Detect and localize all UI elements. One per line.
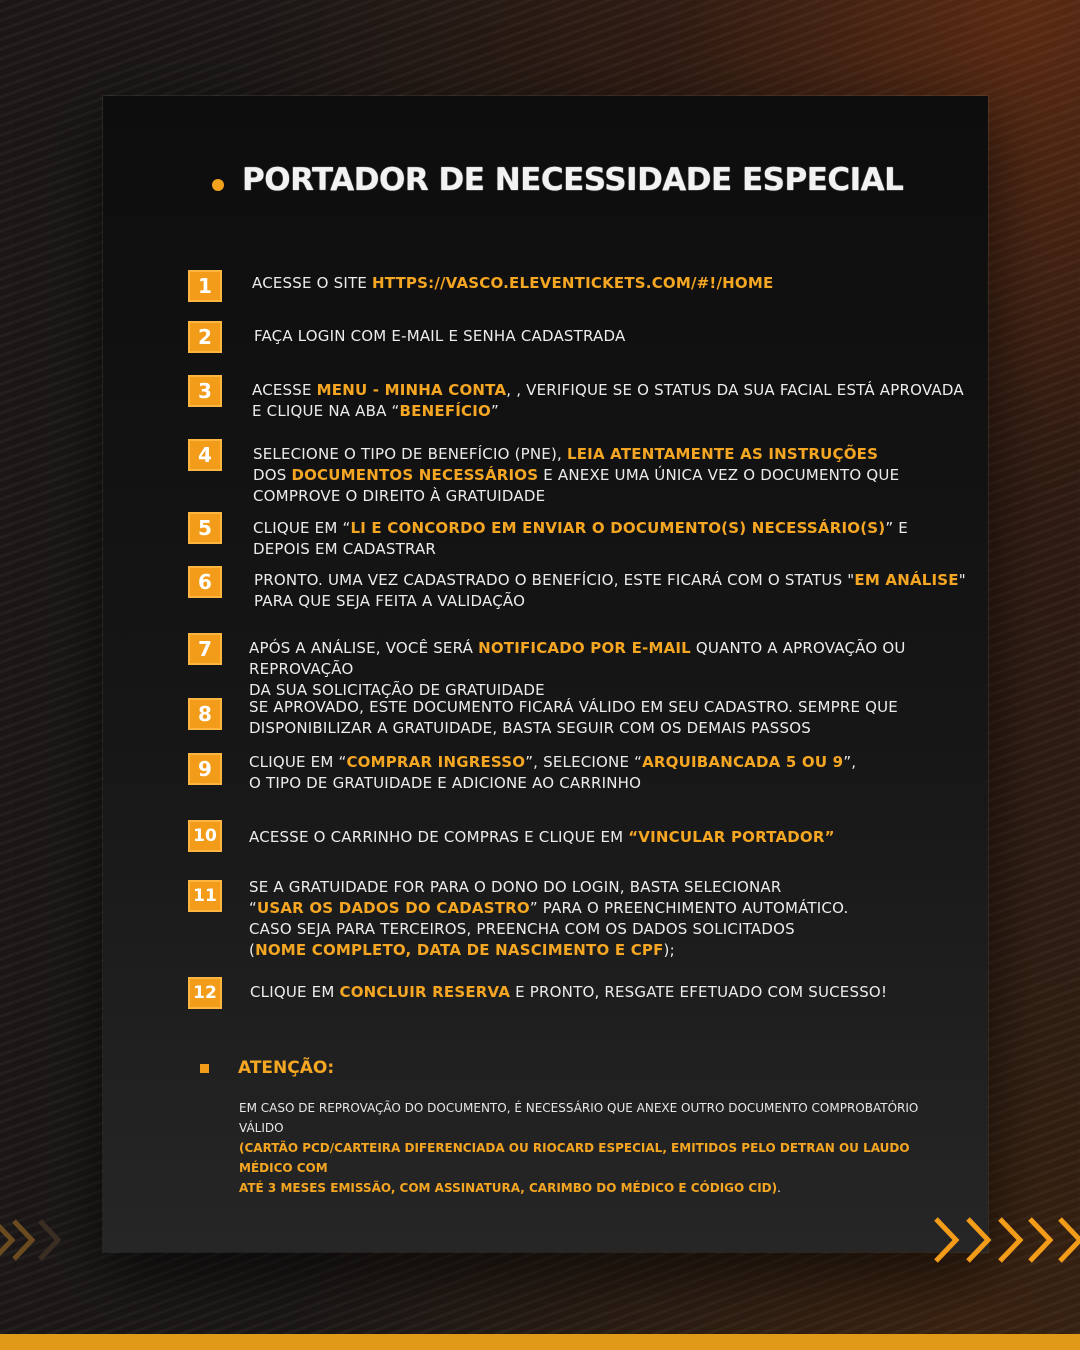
- step-text-segment: .: [777, 1181, 781, 1195]
- step-text-segment: DEPOIS EM CADASTRAR: [253, 540, 437, 558]
- step-text-segment: COMPROVE O DIREITO À GRATUIDADE: [253, 487, 546, 505]
- step-text-segment: DOS: [253, 466, 292, 484]
- step-text-segment: PARA QUE SEJA FEITA A VALIDAÇÃO: [254, 592, 526, 610]
- step-text: [254, 326, 974, 347]
- step-text-segment: SE A GRATUIDADE FOR PARA O DONO DO LOGIN, BASTA SELECIONAR: [249, 878, 782, 896]
- step-number-badge: 12: [188, 977, 222, 1009]
- step-text: [249, 697, 969, 739]
- step-number-badge: 2: [188, 321, 222, 353]
- step-text-segment: E ANEXE UMA ÚNICA VEZ O DOCUMENTO QUE: [538, 466, 900, 484]
- highlighted-text: MENU - MINHA CONTA: [316, 381, 507, 399]
- step-text: [252, 380, 972, 422]
- step-number-badge: 8: [188, 698, 222, 730]
- step-text-segment: , , VERIFIQUE SE O STATUS DA SUA FACIAL ESTÁ APROVADA: [506, 381, 964, 399]
- bottom-accent-bar: [0, 1334, 1080, 1350]
- step-text-segment: “: [249, 899, 257, 917]
- step-text-segment: DA SUA SOLICITAÇÃO DE GRATUIDADE: [249, 681, 545, 699]
- highlighted-text: USAR OS DADOS DO CADASTRO: [256, 899, 530, 917]
- step-text-segment: O TIPO DE GRATUIDADE E ADICIONE AO CARRINHO: [249, 774, 642, 792]
- step-number-badge: 11: [188, 880, 222, 912]
- step-text: [249, 877, 969, 961]
- highlighted-text: EM ANÁLISE: [854, 571, 959, 589]
- right-chevrons-icon: [930, 1215, 1080, 1265]
- step-text-segment: SE APROVADO, ESTE DOCUMENTO FICARÁ VÁLIDO EM SEU CADASTRO. SEMPRE QUE: [249, 698, 898, 716]
- step-text-segment: CLIQUE EM “: [249, 753, 347, 771]
- step-number-badge: 3: [188, 375, 222, 407]
- step-text-segment: PRONTO. UMA VEZ CADASTRADO O BENEFÍCIO, ESTE FICARÁ COM O STATUS ": [254, 571, 855, 589]
- step-text-segment: ACESSE: [252, 381, 317, 399]
- step-text-segment: CLIQUE EM “: [253, 519, 351, 537]
- step-text-segment: ”: [491, 402, 499, 420]
- attention-title: ATENÇÃO:: [238, 1058, 335, 1078]
- step-text-segment: APÓS A ANÁLISE, VOCÊ SERÁ: [249, 639, 479, 657]
- page-title: PORTADOR DE NECESSIDADE ESPECIAL: [242, 162, 904, 198]
- highlighted-text: ATÉ 3 MESES EMISSÃO, COM ASSINATURA, CARIMBO DO MÉDICO E CÓDIGO CID): [239, 1181, 778, 1195]
- step-text-segment: ACESSE O CARRINHO DE COMPRAS E CLIQUE EM: [249, 828, 629, 846]
- step-text-segment: E CLIQUE NA ABA “: [252, 402, 400, 420]
- step-number-badge: 5: [188, 512, 222, 544]
- step-text-segment: ACESSE O SITE: [252, 274, 372, 292]
- highlighted-text: (CARTÃO PCD/CARTEIRA DIFERENCIADA OU RIOCARD ESPECIAL, EMITIDOS PELO DETRAN OU LAUDO MÉDICO COM: [239, 1141, 910, 1175]
- step-text-segment: ": [958, 571, 966, 589]
- step-text: [250, 982, 970, 1003]
- step-text-segment: SELECIONE O TIPO DE BENEFÍCIO (PNE),: [253, 445, 567, 463]
- highlighted-text: LI E CONCORDO EM ENVIAR O DOCUMENTO(S) NECESSÁRIO(S): [350, 519, 886, 537]
- highlighted-text: ARQUIBANCADA 5 OU 9: [642, 753, 844, 771]
- highlighted-text: “VINCULAR PORTADOR”: [628, 828, 835, 846]
- step-text: [253, 518, 973, 560]
- step-number-badge: 10: [188, 820, 222, 852]
- step-number-badge: 1: [188, 270, 222, 302]
- highlighted-text: NOME COMPLETO, DATA DE NASCIMENTO E CPF: [255, 941, 664, 959]
- highlighted-text: CONCLUIR RESERVA: [339, 983, 511, 1001]
- step-text: [252, 273, 972, 294]
- step-number-badge: 4: [188, 439, 222, 471]
- step-text: [249, 752, 969, 794]
- step-text-segment: );: [663, 941, 675, 959]
- highlighted-text: HTTPS://VASCO.ELEVENTICKETS.COM/#!/HOME: [371, 274, 774, 292]
- step-text-segment: ” PARA O PREENCHIMENTO AUTOMÁTICO.: [529, 899, 849, 917]
- step-text: [249, 827, 969, 848]
- step-text-segment: QUANTO A APROVAÇÃO OU REPROVAÇÃO: [249, 639, 906, 678]
- highlighted-text: COMPRAR INGRESSO: [346, 753, 526, 771]
- step-number-badge: 7: [188, 633, 222, 665]
- step-text-segment: ”, SELECIONE “: [525, 753, 643, 771]
- step-text: [254, 570, 974, 612]
- step-text-segment: ”,: [843, 753, 857, 771]
- step-number-badge: 9: [188, 753, 222, 785]
- title-bullet-icon: [212, 179, 224, 191]
- step-text-segment: ” E: [885, 519, 908, 537]
- step-text-segment: FAÇA LOGIN COM E-MAIL E SENHA CADASTRADA: [254, 327, 626, 345]
- attention-bullet-icon: [200, 1064, 209, 1073]
- highlighted-text: NOTIFICADO POR E-MAIL: [478, 639, 691, 657]
- step-text-segment: CLIQUE EM: [250, 983, 340, 1001]
- step-number-badge: 6: [188, 566, 222, 598]
- attention-text: [239, 1098, 964, 1198]
- step-text: [253, 444, 973, 507]
- highlighted-text: DOCUMENTOS NECESSÁRIOS: [291, 466, 539, 484]
- step-text-segment: DISPONIBILIZAR A GRATUIDADE, BASTA SEGUIR COM OS DEMAIS PASSOS: [249, 719, 811, 737]
- step-text: [249, 638, 969, 701]
- step-text-segment: CASO SEJA PARA TERCEIROS, PREENCHA COM OS DADOS SOLICITADOS: [249, 920, 795, 938]
- step-text-segment: (: [249, 941, 256, 959]
- left-chevrons-icon: [0, 1215, 70, 1265]
- highlighted-text: LEIA ATENTAMENTE AS INSTRUÇÕES: [566, 445, 879, 463]
- step-text-segment: E PRONTO, RESGATE EFETUADO COM SUCESSO!: [510, 983, 888, 1001]
- step-text-segment: EM CASO DE REPROVAÇÃO DO DOCUMENTO, É NECESSÁRIO QUE ANEXE OUTRO DOCUMENTO COMPROBATÓRIO VÁLIDO: [239, 1101, 919, 1135]
- highlighted-text: BENEFÍCIO: [399, 402, 491, 420]
